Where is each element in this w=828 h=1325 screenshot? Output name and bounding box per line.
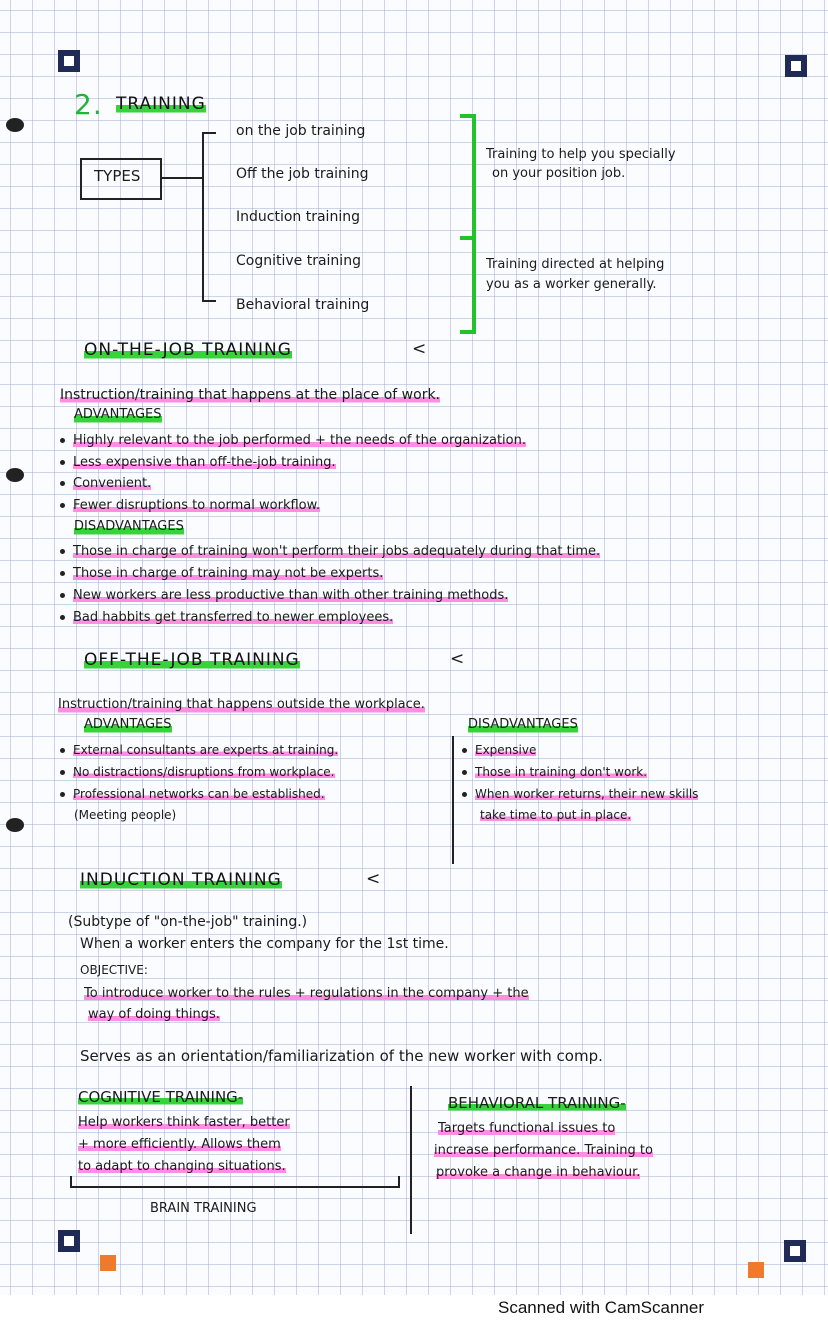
list-note: (Meeting people) xyxy=(74,808,177,822)
behavioral-heading: BEHAVIORAL TRAINING- xyxy=(448,1094,626,1112)
cognitive-text: Help workers think faster, better xyxy=(78,1115,290,1130)
advantages-label: ADVANTAGES xyxy=(74,407,162,422)
types-bracket xyxy=(202,132,204,302)
behavioral-text: Targets functional issues to xyxy=(438,1121,616,1136)
list-item: Those in training don't work. xyxy=(462,763,647,781)
list-item: Those in charge of training won't perform their jobs adequately during that time. xyxy=(60,543,600,561)
objective-text: To introduce worker to the rules + regulations in the company + the xyxy=(84,986,529,1001)
objective-text: way of doing things. xyxy=(88,1007,220,1022)
list-item: New workers are less productive than with other training methods. xyxy=(60,587,508,605)
behavioral-text: provoke a change in behaviour. xyxy=(436,1165,641,1180)
list-item: When worker returns, their new skills xyxy=(462,785,698,803)
list-item: Those in charge of training may not be experts. xyxy=(60,565,383,583)
cognitive-text: + more efficiently. Allows them xyxy=(78,1137,281,1152)
brain-training-label: BRAIN TRAINING xyxy=(150,1201,257,1216)
types-label: TYPES xyxy=(94,167,141,185)
section-heading-on-the-job: ON-THE-JOB TRAINING xyxy=(84,340,292,360)
green-bracket xyxy=(472,114,476,238)
list-item: Professional networks can be established. xyxy=(60,785,325,803)
bullet-icon xyxy=(462,770,467,775)
types-note: you as a worker generally. xyxy=(486,277,657,292)
list-item: Fewer disruptions to normal workflow. xyxy=(60,497,320,515)
binder-hole-icon xyxy=(6,818,24,832)
cognitive-heading: COGNITIVE TRAINING- xyxy=(78,1088,244,1106)
behavioral-text: increase performance. Training to xyxy=(434,1143,653,1158)
orange-square-icon xyxy=(100,1255,116,1271)
bullet-icon xyxy=(60,593,65,598)
brain-bracket-tick xyxy=(398,1176,400,1188)
page-title: TRAINING xyxy=(116,94,206,114)
green-bracket xyxy=(472,240,476,332)
list-item: Highly relevant to the job performed + the needs of the organization. xyxy=(60,432,526,450)
types-note: Training directed at helping xyxy=(486,257,665,272)
bullet-icon xyxy=(60,748,65,753)
induction-when: When a worker enters the company for the 1st time. xyxy=(80,936,449,952)
induction-serves: Serves as an orientation/familiarization of the new worker with comp. xyxy=(80,1047,603,1065)
disadvantages-label: DISADVANTAGES xyxy=(468,717,578,732)
bullet-icon xyxy=(60,770,65,775)
corner-marker-icon xyxy=(785,55,807,77)
section-arrow: < xyxy=(450,649,465,669)
type-item: Behavioral training xyxy=(236,297,370,313)
column-divider xyxy=(452,736,454,864)
bullet-icon xyxy=(462,748,467,753)
list-item: Bad habbits get transferred to newer employees. xyxy=(60,609,393,627)
type-item: on the job training xyxy=(236,123,366,139)
bracket-tick xyxy=(202,300,216,302)
type-item: Induction training xyxy=(236,209,360,225)
list-item: Convenient. xyxy=(60,475,151,493)
list-item: No distractions/disruptions from workplace. xyxy=(60,763,335,781)
type-item: Off the job training xyxy=(236,166,369,182)
bullet-icon xyxy=(60,615,65,620)
column-divider xyxy=(410,1086,412,1234)
section-heading-induction: INDUCTION TRAINING xyxy=(80,870,282,890)
cognitive-text: to adapt to changing situations. xyxy=(78,1159,286,1174)
bracket-tick xyxy=(202,132,216,134)
brain-bracket-tick xyxy=(70,1176,72,1188)
types-connector xyxy=(160,177,204,179)
binder-hole-icon xyxy=(6,468,24,482)
list-item: Expensive xyxy=(462,741,536,759)
green-bracket-tick xyxy=(460,114,476,118)
disadvantages-label: DISADVANTAGES xyxy=(74,519,184,534)
corner-marker-icon xyxy=(784,1240,806,1262)
bullet-icon xyxy=(60,438,65,443)
section-number: 2. xyxy=(74,88,103,121)
bullet-icon xyxy=(60,503,65,508)
section-arrow: < xyxy=(412,339,427,359)
brain-bracket xyxy=(70,1186,400,1188)
bullet-icon xyxy=(60,571,65,576)
binder-hole-icon xyxy=(6,118,24,132)
list-item: External consultants are experts at training. xyxy=(60,741,338,759)
list-item: Less expensive than off-the-job training. xyxy=(60,454,336,472)
objective-label: OBJECTIVE: xyxy=(80,963,148,977)
bullet-icon xyxy=(60,460,65,465)
section-heading-off-the-job: OFF-THE-JOB TRAINING xyxy=(84,650,300,670)
types-note: on your position job. xyxy=(492,166,626,181)
on-the-job-definition: Instruction/training that happens at the place of work. xyxy=(60,387,441,403)
corner-marker-icon xyxy=(58,50,80,72)
section-arrow: < xyxy=(366,869,381,889)
off-the-job-definition: Instruction/training that happens outside the workplace. xyxy=(58,697,425,712)
corner-marker-icon xyxy=(58,1230,80,1252)
advantages-label: ADVANTAGES xyxy=(84,717,172,732)
bullet-icon xyxy=(60,481,65,486)
scanner-watermark: Scanned with CamScanner xyxy=(498,1298,705,1317)
list-note: take time to put in place. xyxy=(480,808,632,822)
types-note: Training to help you specially xyxy=(486,147,676,162)
green-bracket-tick xyxy=(460,330,476,334)
bullet-icon xyxy=(60,549,65,554)
type-item: Cognitive training xyxy=(236,253,361,269)
bullet-icon xyxy=(60,792,65,797)
induction-subtype: (Subtype of "on-the-job" training.) xyxy=(68,914,308,930)
orange-square-icon xyxy=(748,1262,764,1278)
bullet-icon xyxy=(462,792,467,797)
